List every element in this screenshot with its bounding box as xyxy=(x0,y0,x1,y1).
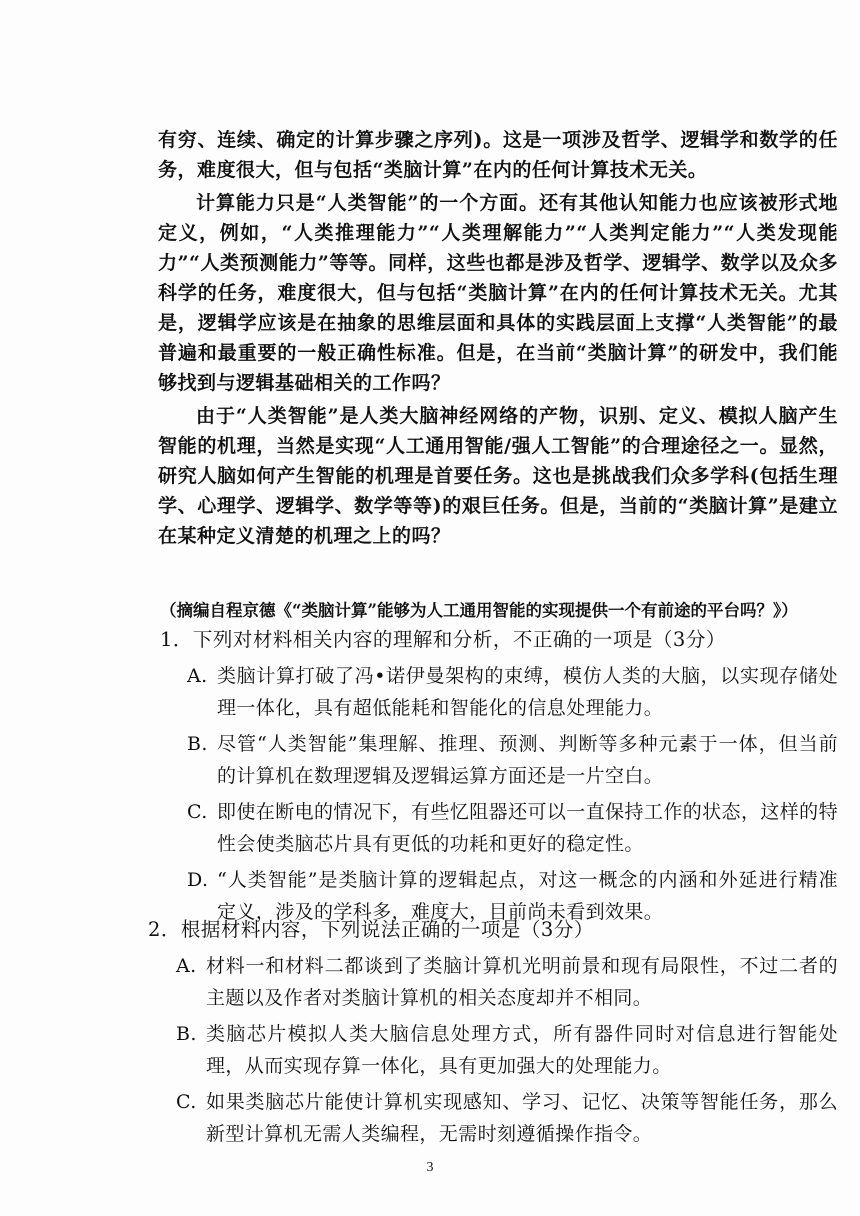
question-1-stem: 1．下列对材料相关内容的理解和分析，不正确的一项是（3分） xyxy=(160,628,726,651)
question-2 xyxy=(148,914,838,1154)
option-text: 如果类脑芯片能使计算机实现感知、学习、记忆、决策等智能任务，那么新型计算机无需人类编程，无需时刻遵循操作指令。 xyxy=(206,1091,838,1145)
question-1-option-b xyxy=(187,728,838,792)
question-2-stem: 2．根据材料内容，下列说法正确的一项是（3分） xyxy=(148,918,594,941)
question-1-option-c xyxy=(187,796,838,860)
option-text: 尽管“人类智能”集理解、推理、预测、判断等多种元素于一体，但当前的计算机在数理逻辑及逻辑运算方面还是一片空白。 xyxy=(217,733,838,787)
passage-paragraph-2: 计算能力只是“人类智能”的一个方面。还有其他认知能力也应该被形式地定义，例如，“人类推理能力”“人类理解能力”“人类判定能力”“人类发现能力”“人类预测能力”等等。同样，这些也都是涉及哲学、逻辑学、数学以及众多科学的任务，难度很大，但与包括“类脑计算”在内的任何计算技术无关。尤其是，逻辑学应该是在抽象的思维层面和具体的实践层面上支撑“人类智能”的最普遍和最重要的一般正确性标准。但是，在当前“类脑计算”的研发中，我们能够找到与逻辑基础相关的工作吗？ xyxy=(158,192,838,394)
question-1 xyxy=(160,624,838,932)
option-letter: B. xyxy=(176,1023,197,1045)
option-letter: A. xyxy=(187,665,208,687)
option-letter: C. xyxy=(176,1091,197,1113)
reading-passage xyxy=(158,125,838,554)
option-text: 即使在断电的情况下，有些忆阻器还可以一直保持工作的状态，这样的特性会使类脑芯片具有更低的功耗和更好的稳定性。 xyxy=(217,801,838,855)
question-2-option-b xyxy=(176,1018,838,1082)
question-2-options xyxy=(148,950,838,1150)
option-letter: D. xyxy=(187,869,209,891)
passage-paragraph-1: 有穷、连续、确定的计算步骤之序列)。这是一项涉及哲学、逻辑学和数学的任务，难度很大，但与包括“类脑计算”在内的任何计算技术无关。 xyxy=(158,129,838,181)
option-letter: C. xyxy=(187,801,208,823)
page-number: 3 xyxy=(426,1160,434,1175)
option-letter: A. xyxy=(176,955,197,977)
option-text: “人类智能”是类脑计算的逻辑起点，对这一概念的内涵和外延进行精准定义，涉及的学科多，难度大，目前尚未看到效果。 xyxy=(217,869,838,923)
question-1-option-a xyxy=(187,660,838,724)
question-2-option-a xyxy=(176,950,838,1014)
question-2-option-c xyxy=(176,1086,838,1150)
passage-paragraph-3: 由于“人类智能”是人类大脑神经网络的产物，识别、定义、模拟人脑产生智能的机理，当然是实现“人工通用智能/强人工智能”的合理途径之一。显然，研究人脑如何产生智能的机理是首要任务。这也是挑战我们众多学科(包括生理学、心理学、逻辑学、数学等等)的艰巨任务。但是，当前的“类脑计算”是建立在某种定义清楚的机理之上的吗？ xyxy=(158,405,838,547)
option-letter: B. xyxy=(187,733,208,755)
passage-source-citation: （摘编自程京德《“类脑计算”能够为人工通用智能的实现提供一个有前途的平台吗？》） xyxy=(160,601,798,620)
option-text: 类脑计算打破了冯•诺伊曼架构的束缚，模仿人类的大脑，以实现存储处理一体化，具有超低能耗和智能化的信息处理能力。 xyxy=(217,665,838,719)
option-text: 类脑芯片模拟人类大脑信息处理方式，所有器件同时对信息进行智能处理，从而实现存算一体化，具有更加强大的处理能力。 xyxy=(206,1023,838,1077)
question-1-options xyxy=(160,660,838,928)
option-text: 材料一和材料二都谈到了类脑计算机光明前景和现有局限性，不过二者的主题以及作者对类脑计算机的相关态度却并不相同。 xyxy=(206,955,838,1009)
